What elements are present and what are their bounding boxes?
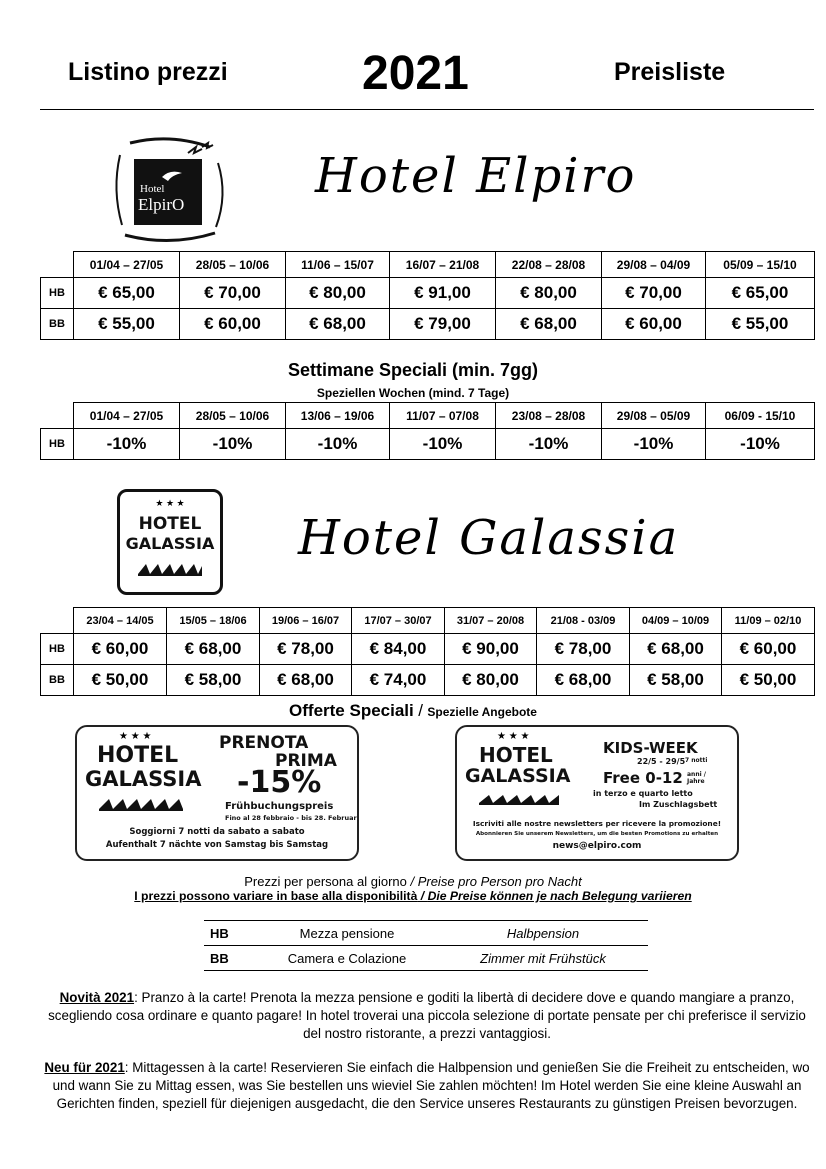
price-note-de: Preise pro Person pro Nacht <box>417 874 582 889</box>
price-cell: € 84,00 <box>352 634 445 665</box>
wave-icon <box>99 797 183 811</box>
galassia-logo <box>117 489 223 595</box>
header-right: Preisliste <box>614 58 726 86</box>
promo-hotel: HOTEL <box>479 743 553 767</box>
offers-title: Offerte Speciali <box>289 701 414 720</box>
special-period: 01/04 – 27/05 <box>74 403 180 429</box>
discount-cell: -10% <box>602 429 706 460</box>
promo-kids-bed-de: Im Zuschlagsbett <box>639 800 718 809</box>
elpiro-logo <box>110 135 230 245</box>
price-cell: € 70,00 <box>602 278 706 309</box>
legend-it: Camera e Colazione <box>287 950 407 966</box>
elpiro-period: 28/05 – 10/06 <box>180 252 286 278</box>
price-cell: € 65,00 <box>74 278 180 309</box>
special-period: 29/08 – 05/09 <box>602 403 706 429</box>
row-label: HB <box>41 429 74 460</box>
promo-prenota: PRENOTA <box>219 733 309 753</box>
header-rule <box>40 109 814 110</box>
galassia-title: Hotel Galassia <box>298 510 680 566</box>
price-cell: € 60,00 <box>602 309 706 340</box>
promo-kids-free: Free 0-12 <box>603 769 683 787</box>
wave-icon <box>479 793 559 805</box>
neu-text: : Mittagessen à la carte! Reservieren Sie einfach die Halbpension und genießen Sie die Freiheit zu entscheiden, wo und wann Sie zu Mittag essen, was Sie bestellen uns wieviel Sie zahlen möchten! Im Hotel werden Sie eine kleine Auswahl an Gerichten finden, speziell für diejenigen ausgedacht, die den Service unseres Restaurants zu günstigen Preisen bevorzugen. <box>52 1060 810 1111</box>
discount-cell: -10% <box>706 429 815 460</box>
galassia-logo-line1: HOTEL <box>138 514 202 534</box>
discount-cell: -10% <box>74 429 180 460</box>
novita-paragraph <box>42 989 812 1043</box>
special-period: 28/05 – 10/06 <box>180 403 286 429</box>
galassia-logo-stars: ★ ★ ★ <box>155 498 185 508</box>
price-cell: € 78,00 <box>260 634 352 665</box>
price-cell: € 68,00 <box>286 309 390 340</box>
elpiro-price-table <box>40 251 815 340</box>
elpiro-period: 01/04 – 27/05 <box>74 252 180 278</box>
elpiro-period: 11/06 – 15/07 <box>286 252 390 278</box>
row-label: HB <box>41 278 74 309</box>
elpiro-period: 29/08 – 04/09 <box>602 252 706 278</box>
galassia-period: 15/05 – 18/06 <box>167 608 260 634</box>
header-left: Listino prezzi <box>68 58 228 86</box>
promo-email: news@elpiro.com <box>552 841 642 851</box>
legend-code: HB <box>210 925 229 941</box>
galassia-logo-line2: GALASSIA <box>125 534 215 553</box>
price-cell: € 55,00 <box>74 309 180 340</box>
table-row <box>41 634 815 665</box>
special-period: 13/06 – 19/06 <box>286 403 390 429</box>
promo-newsletter-de: Abonnieren Sie unserem Newsletters, um die besten Promotions zu erhalten <box>475 831 719 837</box>
promo-kids-age: anni / Jahre <box>687 771 706 785</box>
galassia-period: 31/07 – 20/08 <box>445 608 537 634</box>
table-row <box>204 946 648 971</box>
galassia-price-table <box>40 607 815 696</box>
legend-it: Mezza pensione <box>299 925 395 941</box>
promo-galassia: GALASSIA <box>465 765 571 787</box>
promo-prima: PRIMA <box>275 751 337 771</box>
discount-cell: -10% <box>390 429 496 460</box>
legend-de: Halbpension <box>506 925 580 941</box>
row-label: BB <box>41 665 74 696</box>
promo-stars: ★ ★ ★ <box>497 731 530 742</box>
galassia-period: 04/09 – 10/09 <box>630 608 722 634</box>
price-cell: € 91,00 <box>390 278 496 309</box>
price-cell: € 50,00 <box>722 665 815 696</box>
promo-stay-it: Soggiorni 7 notti da sabato a sabato <box>129 827 305 837</box>
row-label: HB <box>41 634 74 665</box>
early-booking-promo <box>75 725 359 861</box>
offers-subtitle: Spezielle Angebote <box>427 705 537 719</box>
availability-note-de: Die Preise können je nach Belegung variieren <box>427 889 692 903</box>
price-cell: € 60,00 <box>180 309 286 340</box>
legend-table <box>204 920 648 971</box>
availability-note-it: I prezzi possono variare in base alla disponibilità <box>134 889 418 903</box>
promo-galassia: GALASSIA <box>85 767 202 791</box>
discount-cell: -10% <box>286 429 390 460</box>
table-row <box>204 921 648 946</box>
special-period: 06/09 - 15/10 <box>706 403 815 429</box>
offers-separator: / <box>418 701 423 720</box>
special-weeks-subtitle: Speziellen Wochen (mind. 7 Tage) <box>316 386 510 400</box>
price-cell: € 68,00 <box>630 634 722 665</box>
price-cell: € 58,00 <box>630 665 722 696</box>
price-cell: € 80,00 <box>445 665 537 696</box>
novita-label: Novità 2021 <box>59 990 135 1005</box>
galassia-period: 19/06 – 16/07 <box>260 608 352 634</box>
elpiro-title: Hotel Elpiro <box>315 148 637 204</box>
table-row <box>41 665 815 696</box>
price-cell: € 70,00 <box>180 278 286 309</box>
table-row <box>41 278 815 309</box>
promo-newsletter-it: Iscriviti alle nostre newsletters per ricevere la promozione! <box>472 819 722 828</box>
promo-stars: ★ ★ ★ <box>119 731 152 742</box>
legend-de: Zimmer mit Frühstück <box>480 950 606 966</box>
promo-stay-de: Aufenthalt 7 nächte von Samstag bis Samstag <box>105 840 329 850</box>
price-cell: € 68,00 <box>496 309 602 340</box>
discount-cell: -10% <box>180 429 286 460</box>
table-row <box>41 309 815 340</box>
price-cell: € 79,00 <box>390 309 496 340</box>
legend-code: BB <box>210 950 229 966</box>
promo-kids-title: KIDS-WEEK <box>603 739 698 757</box>
neu-paragraph <box>38 1059 816 1113</box>
price-cell: € 74,00 <box>352 665 445 696</box>
promo-label-de: Frühbuchungspreis <box>225 801 334 812</box>
availability-note: I prezzi possono variare in base alla disponibilità / Die Preise können je nach Belegung variieren <box>134 889 692 903</box>
elpiro-logo-text-bottom: ElpirO <box>138 195 185 214</box>
galassia-period: 17/07 – 30/07 <box>352 608 445 634</box>
price-cell: € 68,00 <box>537 665 630 696</box>
elpiro-period: 22/08 – 28/08 <box>496 252 602 278</box>
wave-icon <box>138 562 202 576</box>
price-cell: € 68,00 <box>260 665 352 696</box>
galassia-period: 21/08 - 03/09 <box>537 608 630 634</box>
galassia-period: 23/04 – 14/05 <box>74 608 167 634</box>
price-cell: € 50,00 <box>74 665 167 696</box>
price-cell: € 65,00 <box>706 278 815 309</box>
elpiro-period: 05/09 – 15/10 <box>706 252 815 278</box>
novita-text: : Pranzo à la carte! Prenota la mezza pensione e goditi la libertà di decidere dove e quando mangiare a pranzo, scegliendo cosa ordinare e quanto pagare! In hotel troverai una piccola selezione di portate pensate per chi preferisce il servizio del nostro ristorante, a prezzi vantaggiosi. <box>48 990 806 1041</box>
price-cell: € 80,00 <box>496 278 602 309</box>
promo-kids-dates: 22/5 - 29/5 <box>637 757 686 766</box>
special-period: 11/07 – 07/08 <box>390 403 496 429</box>
price-cell: € 90,00 <box>445 634 537 665</box>
special-weeks-title: Settimane Speciali (min. 7gg) <box>287 360 539 380</box>
price-cell: € 58,00 <box>167 665 260 696</box>
price-cell: € 55,00 <box>706 309 815 340</box>
table-row <box>41 429 815 460</box>
offers-heading <box>0 701 826 721</box>
price-note-it: Prezzi per persona al giorno <box>244 874 407 889</box>
special-period: 23/08 – 28/08 <box>496 403 602 429</box>
price-cell: € 60,00 <box>722 634 815 665</box>
discount-cell: -10% <box>496 429 602 460</box>
special-weeks-table <box>40 402 815 460</box>
kids-week-promo <box>455 725 739 861</box>
price-cell: € 80,00 <box>286 278 390 309</box>
price-cell: € 60,00 <box>74 634 167 665</box>
elpiro-logo-text-top: Hotel <box>140 183 165 195</box>
price-note: Prezzi per persona al giorno / Preise pro Person pro Nacht <box>244 874 582 889</box>
elpiro-period: 16/07 – 21/08 <box>390 252 496 278</box>
elpiro-logo-ornament <box>110 135 230 245</box>
header-year: 2021 <box>362 47 469 100</box>
promo-deadline: Fino al 28 febbraio - bis 28. Februar <box>225 814 357 822</box>
galassia-period: 11/09 – 02/10 <box>722 608 815 634</box>
promo-kids-bed-it: in terzo e quarto letto <box>593 789 693 798</box>
promo-discount: -15% <box>237 765 322 800</box>
promo-kids-nights: 7 notti <box>685 757 708 764</box>
price-cell: € 68,00 <box>167 634 260 665</box>
neu-label: Neu für 2021 <box>44 1060 125 1075</box>
price-cell: € 78,00 <box>537 634 630 665</box>
promo-hotel: HOTEL <box>97 743 179 768</box>
row-label: BB <box>41 309 74 340</box>
